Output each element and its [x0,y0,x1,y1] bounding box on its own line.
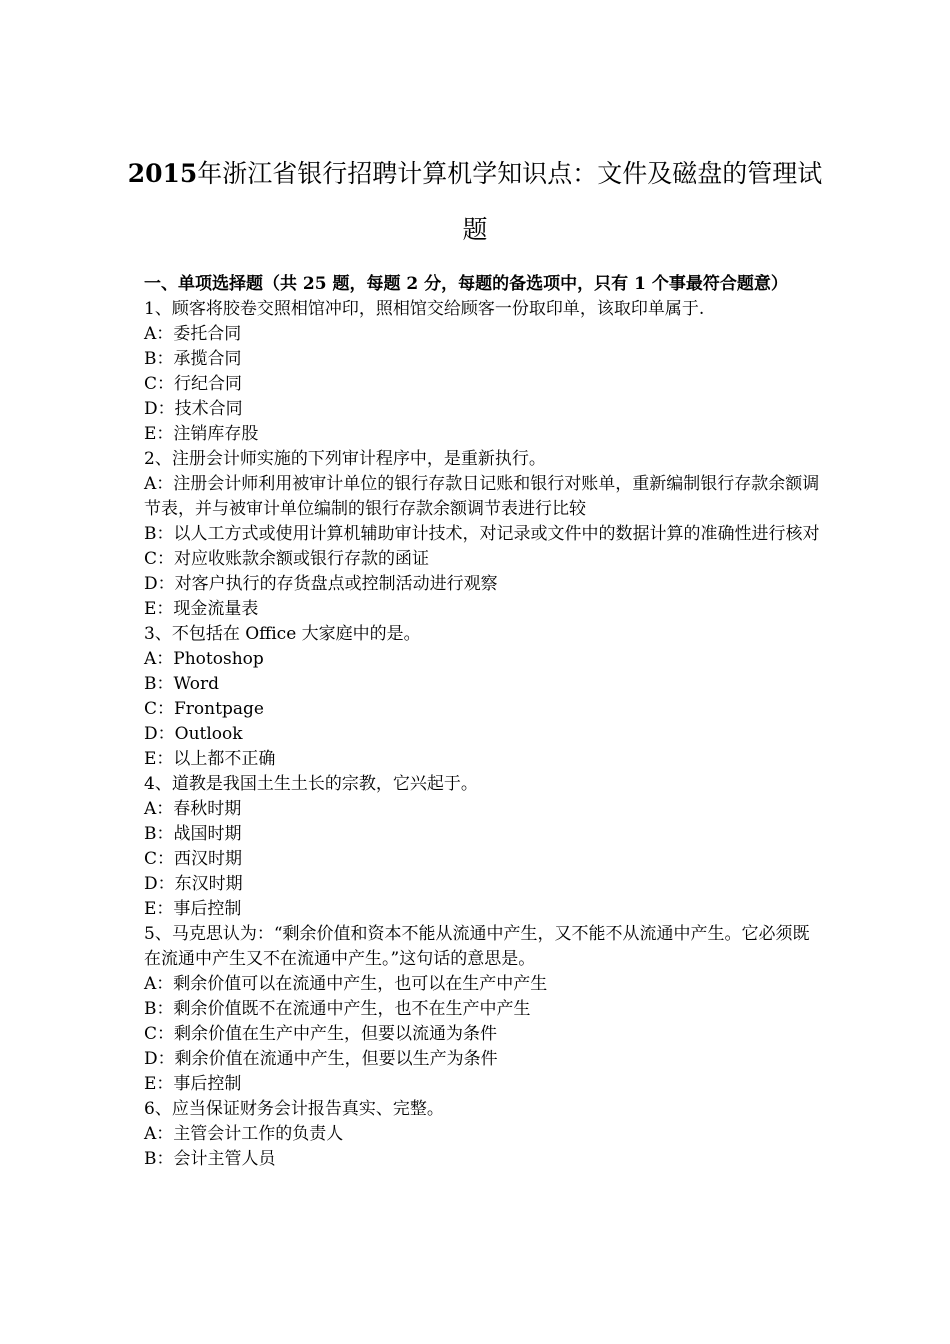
option-item: D：Outlook [144,724,243,744]
option-item: B：Word [144,674,220,694]
option-item: A：委托合同 [144,324,242,344]
option-item: C：西汉时期 [144,849,243,869]
option-item: A：剩余价值可以在流通中产生，也可以在生产中产生 [144,974,548,994]
option-item: A：春秋时期 [144,799,242,819]
option-item: E：事后控制 [144,1074,242,1094]
option-item: B：剩余价值既不在流通中产生，也不在生产中产生 [144,999,531,1019]
question-stem: 5、马克思认为：“剩余价值和资本不能从流通中产生，又不能不从流通中产生。它必须既在流通中产生又不在流通中产生。”这句话的意思是。 [144,924,810,969]
option-item: B：以人工方式或使用计算机辅助审计技术，对记录或文件中的数据计算的准确性进行核对 [144,524,820,544]
option-item: D：技术合同 [144,399,243,419]
option-item: A：主管会计工作的负责人 [144,1124,344,1144]
option-item: A：注册会计师利用被审计单位的银行存款日记账和银行对账单，重新编制银行存款余额调节表，并与被审计单位编制的银行存款余额调节表进行比较 [144,474,820,519]
question-stem: 6、应当保证财务会计报告真实、完整。 [144,1099,444,1119]
option-item: A：Photoshop [144,649,264,669]
option-item: C：对应收账款余额或银行存款的函证 [144,549,430,569]
question-stem: 1、顾客将胶卷交照相馆冲印，照相馆交给顾客一份取印单，该取印单属于. [144,299,705,319]
option-item: E：事后控制 [144,899,242,919]
option-item: D：东汉时期 [144,874,243,894]
question-stem: 2、注册会计师实施的下列审计程序中，是重新执行。 [144,449,546,469]
option-item: B：战国时期 [144,824,242,844]
title-year: 2015 [127,159,198,188]
option-item: C：剩余价值在生产中产生，但要以流通为条件 [144,1024,498,1044]
option-item: C：Frontpage [144,699,264,719]
section-heading: 一、单项选择题（共 25 题，每题 2 分，每题的备选项中，只有 1 个事最符合题意） [144,274,788,294]
option-item: E：注销库存股 [144,424,259,444]
option-item: E：以上都不正确 [144,749,276,769]
question-stem: 3、不包括在 Office 大家庭中的是。 [144,624,421,644]
document-body [144,272,824,1172]
option-item: D：剩余价值在流通中产生，但要以生产为条件 [144,1049,498,1069]
option-item: E：现金流量表 [144,599,259,619]
question-stem: 4、道教是我国土生土长的宗教，它兴起于。 [144,774,478,794]
option-item: B：会计主管人员 [144,1149,276,1169]
option-item: C：行纪合同 [144,374,243,394]
title-text: 年浙江省银行招聘计算机学知识点：文件及磁盘的管理试题 [197,159,823,244]
option-item: D：对客户执行的存货盘点或控制活动进行观察 [144,574,498,594]
option-item: B：承揽合同 [144,349,242,369]
document-title [120,146,830,258]
